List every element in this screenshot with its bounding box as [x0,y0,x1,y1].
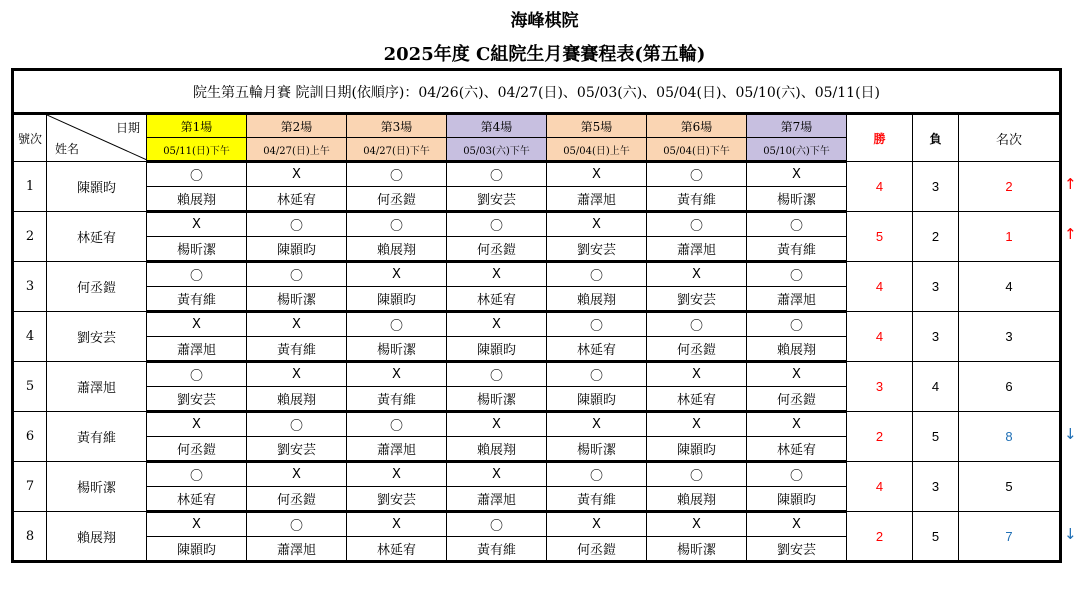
losses-header: 負 [913,114,959,162]
result-mark: 〇 [347,212,447,237]
rank-value: 4 [959,262,1061,312]
result-mark: X [647,512,747,537]
round-4-label: 第4場 [447,114,547,138]
player-name: 陳顥昀 [47,162,147,212]
result-mark: 〇 [247,512,347,537]
opponent-name: 陳顥昀 [547,387,647,412]
opponent-name: 陳顥昀 [747,487,847,512]
result-mark: X [347,512,447,537]
down-arrow-icon: ↓ [1064,425,1077,443]
player-row [13,412,1061,437]
result-mark: X [247,462,347,487]
result-mark: X [747,362,847,387]
result-mark: X [547,212,647,237]
result-mark: 〇 [347,162,447,187]
player-number: 1 [13,162,47,212]
round-6-label: 第6場 [647,114,747,138]
opponent-name: 黃有維 [247,337,347,362]
player-number: 2 [13,212,47,262]
player-name: 蕭澤旭 [47,362,147,412]
player-name: 劉安芸 [47,312,147,362]
player-number: 4 [13,312,47,362]
opponent-name: 劉安芸 [547,237,647,262]
opponent-name: 楊昕潔 [347,337,447,362]
opponent-name: 何丞鎧 [747,387,847,412]
result-mark: 〇 [147,162,247,187]
result-mark: X [147,412,247,437]
opponent-name: 賴展翔 [747,337,847,362]
number-header: 號次 [13,114,47,162]
result-mark: X [647,412,747,437]
wins-count: 4 [847,162,913,212]
wins-count: 5 [847,212,913,262]
wins-count: 4 [847,462,913,512]
opponent-name: 劉安芸 [147,387,247,412]
result-mark: 〇 [447,512,547,537]
opponent-name: 何丞鎧 [447,237,547,262]
opponent-name: 賴展翔 [447,437,547,462]
opponent-name: 陳顥昀 [347,287,447,312]
result-mark: X [347,462,447,487]
rank-value: 7 [959,512,1061,562]
result-mark: X [547,162,647,187]
schedule-table [11,68,1062,563]
result-mark: X [747,162,847,187]
opponent-name: 林延宥 [147,487,247,512]
result-mark: X [147,512,247,537]
opponent-name: 蕭澤旭 [147,337,247,362]
result-mark: 〇 [447,212,547,237]
result-mark: X [347,362,447,387]
opponent-name: 賴展翔 [147,187,247,212]
player-number: 8 [13,512,47,562]
result-mark: 〇 [247,412,347,437]
opponent-name: 楊昕潔 [647,537,747,562]
opponent-name: 陳顥昀 [147,537,247,562]
result-mark: 〇 [447,162,547,187]
player-row [13,512,1061,537]
training-dates: 院生第五輪月賽 院訓日期(依順序)：04/26(六)、04/27(日)、05/03(六)、05/04(日)、05/10(六)、05/11(日) [13,70,1061,114]
date-label: 日期 [115,121,140,135]
player-row [13,362,1061,387]
result-mark: X [647,362,747,387]
round-7-label: 第7場 [747,114,847,138]
rank-value: 3 [959,312,1061,362]
opponent-name: 陳顥昀 [647,437,747,462]
losses-count: 5 [913,512,959,562]
opponent-name: 蕭澤旭 [647,237,747,262]
player-number: 5 [13,362,47,412]
round-2-label: 第2場 [247,114,347,138]
round-7-date: 05/10(六)下午 [747,138,847,162]
opponent-name: 賴展翔 [247,387,347,412]
result-mark: 〇 [747,312,847,337]
opponent-name: 蕭澤旭 [447,487,547,512]
result-mark: X [247,312,347,337]
opponent-name: 林延宥 [247,187,347,212]
player-row [13,462,1061,487]
result-mark: 〇 [447,362,547,387]
opponent-name: 黃有維 [447,537,547,562]
result-mark: 〇 [747,212,847,237]
result-mark: X [547,412,647,437]
result-mark: 〇 [647,162,747,187]
result-mark: X [447,312,547,337]
wins-count: 2 [847,512,913,562]
result-mark: X [247,162,347,187]
opponent-name: 賴展翔 [347,237,447,262]
result-mark: 〇 [647,312,747,337]
result-mark: X [247,362,347,387]
up-arrow-icon: ↑ [1064,175,1077,193]
opponent-name: 楊昕潔 [747,187,847,212]
result-mark: X [347,262,447,287]
opponent-name: 林延宥 [447,287,547,312]
opponent-name: 楊昕潔 [447,387,547,412]
player-name: 賴展翔 [47,512,147,562]
player-name: 林延宥 [47,212,147,262]
player-name: 何丞鎧 [47,262,147,312]
wins-count: 3 [847,362,913,412]
down-arrow-icon: ↓ [1064,525,1077,543]
page-title: 海峰棋院 [510,11,579,31]
round-5-label: 第5場 [547,114,647,138]
player-name: 楊昕潔 [47,462,147,512]
opponent-name: 林延宥 [347,537,447,562]
opponent-name: 陳顥昀 [247,237,347,262]
opponent-name: 蕭澤旭 [347,437,447,462]
rank-value: 8 [959,412,1061,462]
opponent-name: 蕭澤旭 [747,287,847,312]
result-mark: 〇 [347,312,447,337]
result-mark: 〇 [147,462,247,487]
round-5-date: 05/04(日)上午 [547,138,647,162]
result-mark: 〇 [347,412,447,437]
opponent-name: 黃有維 [547,487,647,512]
round-1-date: 05/11(日)下午 [147,138,247,162]
result-mark: 〇 [647,212,747,237]
opponent-name: 何丞鎧 [647,337,747,362]
opponent-name: 何丞鎧 [247,487,347,512]
opponent-name: 劉安芸 [447,187,547,212]
opponent-name: 劉安芸 [647,287,747,312]
up-arrow-icon: ↑ [1064,225,1077,243]
player-number: 6 [13,412,47,462]
date-name-header [47,114,147,162]
opponent-name: 何丞鎧 [347,187,447,212]
round-1-label: 第1場 [147,114,247,138]
player-row [13,312,1061,337]
result-mark: 〇 [647,462,747,487]
opponent-name: 何丞鎧 [547,537,647,562]
opponent-name: 楊昕潔 [247,287,347,312]
opponent-name: 何丞鎧 [147,437,247,462]
name-label: 姓名 [55,142,80,156]
losses-count: 2 [913,212,959,262]
wins-count: 4 [847,312,913,362]
result-mark: X [147,312,247,337]
wins-count: 4 [847,262,913,312]
result-mark: X [447,262,547,287]
player-row [13,212,1061,237]
opponent-name: 蕭澤旭 [247,537,347,562]
result-mark: X [447,412,547,437]
opponent-name: 蕭澤旭 [547,187,647,212]
opponent-name: 楊昕潔 [147,237,247,262]
opponent-name: 黃有維 [147,287,247,312]
opponent-name: 賴展翔 [647,487,747,512]
result-mark: X [747,512,847,537]
opponent-name: 黃有維 [747,237,847,262]
round-2-date: 04/27(日)上午 [247,138,347,162]
wins-header: 勝 [847,114,913,162]
result-mark: 〇 [747,262,847,287]
opponent-name: 林延宥 [747,437,847,462]
opponent-name: 劉安芸 [747,537,847,562]
opponent-name: 陳顥昀 [447,337,547,362]
player-number: 3 [13,262,47,312]
result-mark: X [147,212,247,237]
result-mark: 〇 [547,362,647,387]
losses-count: 3 [913,162,959,212]
wins-count: 2 [847,412,913,462]
page-subtitle: 2025年度 C組院生月賽賽程表(第五輪) [383,44,706,65]
result-mark: X [447,462,547,487]
round-3-label: 第3場 [347,114,447,138]
result-mark: 〇 [247,212,347,237]
opponent-name: 賴展翔 [547,287,647,312]
player-row [13,162,1061,187]
player-number: 7 [13,462,47,512]
opponent-name: 劉安芸 [347,487,447,512]
opponent-name: 黃有維 [347,387,447,412]
rank-value: 6 [959,362,1061,412]
losses-count: 3 [913,262,959,312]
opponent-name: 黃有維 [647,187,747,212]
opponent-name: 林延宥 [647,387,747,412]
round-3-date: 04/27(日)下午 [347,138,447,162]
rank-header: 名次 [959,114,1061,162]
losses-count: 4 [913,362,959,412]
round-4-date: 05/03(六)下午 [447,138,547,162]
opponent-name: 林延宥 [547,337,647,362]
result-mark: 〇 [147,262,247,287]
player-row [13,262,1061,287]
result-mark: X [747,412,847,437]
rank-value: 1 [959,212,1061,262]
result-mark: 〇 [247,262,347,287]
player-name: 黃有維 [47,412,147,462]
rank-value: 2 [959,162,1061,212]
result-mark: 〇 [747,462,847,487]
opponent-name: 劉安芸 [247,437,347,462]
losses-count: 3 [913,312,959,362]
rank-value: 5 [959,462,1061,512]
result-mark: 〇 [147,362,247,387]
losses-count: 5 [913,412,959,462]
opponent-name: 楊昕潔 [547,437,647,462]
result-mark: X [647,262,747,287]
result-mark: X [547,512,647,537]
round-6-date: 05/04(日)下午 [647,138,747,162]
result-mark: 〇 [547,462,647,487]
losses-count: 3 [913,462,959,512]
result-mark: 〇 [547,312,647,337]
result-mark: 〇 [547,262,647,287]
